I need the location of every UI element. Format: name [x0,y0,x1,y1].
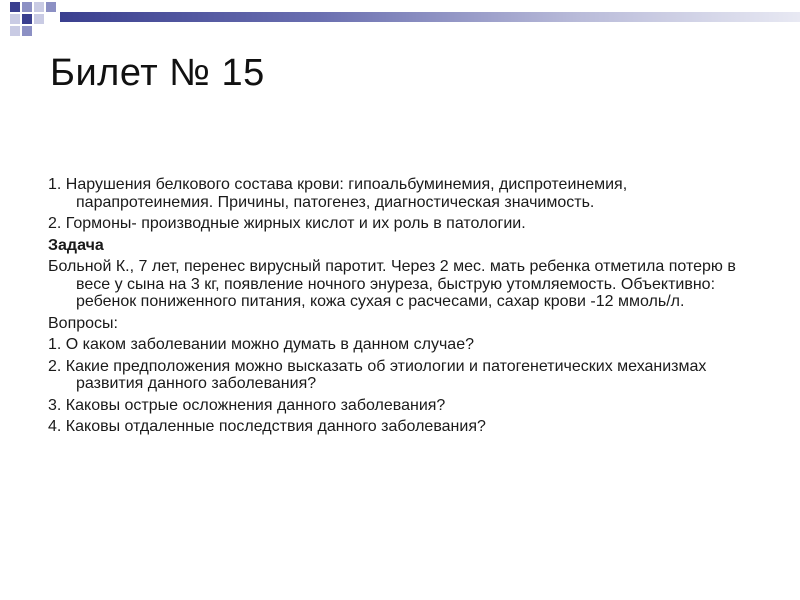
slide-content [48,176,748,440]
decor-square [10,2,20,12]
decor-square [34,14,44,24]
decor-square [34,2,44,12]
decor-square [10,14,20,24]
question-item: 3. Каковы острые осложнения данного заболевания? [48,396,446,414]
list-item: 2. Гормоны- производные жирных кислот и их роль в патологии. [48,215,526,232]
decor-square [10,26,20,36]
decor-square [22,2,32,12]
questions-heading: Вопросы: [48,314,118,332]
slide-title: Билет № 15 [50,52,265,94]
list-item: 1. Нарушения белкового состава крови: гипоальбуминемия, диспротеинемия, парапротеинемия. Причины, патогенез, диагностическая значимость. [48,176,628,211]
decor-square [46,2,56,12]
question-item: 2. Какие предположения можно высказать об этиологии и патогенетических механизмах развития данного заболевания? [48,357,707,392]
decor-square [22,14,32,24]
task-heading: Задача [48,236,104,254]
task-text: Больной К., 7 лет, перенес вирусный паротит. Через 2 мес. мать ребенка отметила потерю в весе у сына на 3 кг, появление ночного энуреза, быструю утомляемость. Объективно: ребенок пониженного питания, кожа сухая с расчесами, сахар крови -12 ммоль/л. [48,258,736,310]
question-item: 1. О каком заболевании можно думать в данном случае? [48,336,474,353]
header-gradient-bar [60,12,800,22]
question-item: 4. Каковы отдаленные последствия данного заболевания? [48,418,486,435]
decor-square [22,26,32,36]
